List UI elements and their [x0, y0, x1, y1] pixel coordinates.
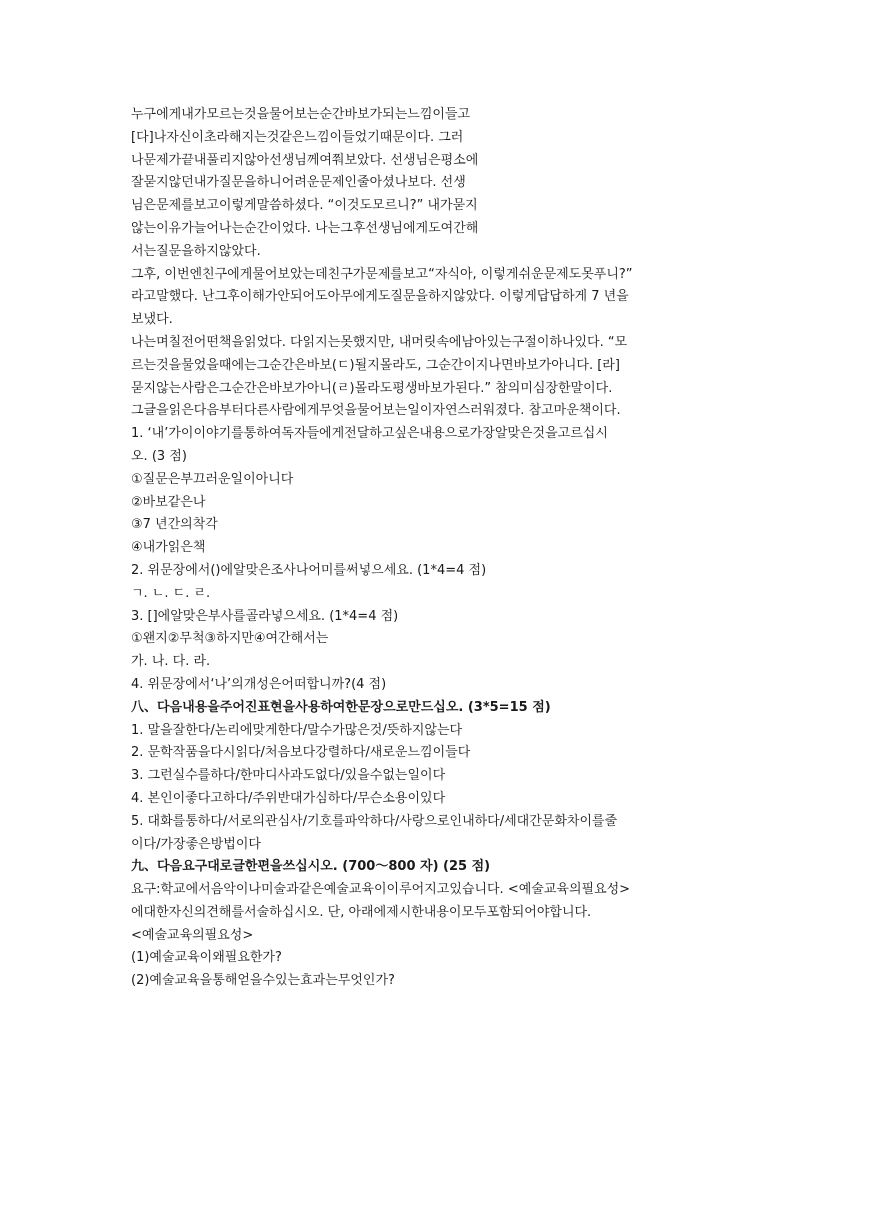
answer-slots: ㄱ. ㄴ. ㄷ. ㄹ.	[131, 585, 211, 601]
passage-line: 그글을읽은다음부터다른사람에게무엇을물어보는일이자연스러워졌다. 참고마운책이다.	[131, 403, 621, 419]
passage-line: 보냈다.	[131, 312, 173, 328]
section-heading: 九、다음요구대로글한편을쓰십시오. (700～800 자) (25 점)	[131, 859, 491, 875]
option-line: ①질문은부끄러운일이아니다	[131, 471, 294, 487]
section-heading: 八、다음내용을주어진표현을사용하여한문장으로만드십오. (3*5=15 점)	[131, 699, 551, 715]
passage-line: 묻지않는사람은그순간은바보가아니(ㄹ)몰라도평생바보가된다.” 참의미심장한말이다.	[131, 380, 613, 396]
passage-line: [다]나자신이초라해지는것같은느낌이들었기때문이다. 그러	[131, 129, 464, 145]
instruction-line: (2)예술교육을통해얻을수있는효과는무엇인가?	[131, 973, 395, 989]
option-line: ①왠지②무척③하지만④여간해서는	[131, 631, 329, 647]
option-line: ④내가읽은책	[131, 540, 206, 556]
option-line: ②바보같은나	[131, 494, 206, 510]
option-line: ③7 년간의착각	[131, 517, 218, 533]
document-page	[131, 104, 731, 993]
passage-line: 나는며칠전어떤책을읽었다. 다읽지는못했지만, 내머릿속에남아있는구절이하나있다. “모	[131, 334, 628, 350]
passage-line: 님은문제를보고이렇게말씀하셨다. “이것도모르니?” 내가묻지	[131, 198, 478, 214]
question-line: 1. ‘내’가이이야기를통하여독자들에게전달하고싶은내용으로가장알맞은것을고르십시	[131, 426, 608, 442]
question-line: 4. 위문장에서‘나’의개성은어떠합니까?(4 점)	[131, 676, 387, 692]
item-line: 5. 대화를통하다/서로의관심사/기호를파악하다/사랑으로인내하다/세대간문화차이를줄	[131, 813, 618, 829]
instruction-line: <예술교육의필요성>	[131, 927, 254, 943]
instruction-line: 에대한자신의견해를서술하십시오. 단, 아래에제시한내용이모두포함되어야합니다.	[131, 904, 592, 920]
passage-line: 서는질문을하지않았다.	[131, 243, 261, 259]
answer-slots: 가. 나. 다. 라.	[131, 654, 211, 670]
passage-line: 그후, 이번엔친구에게물어보았는데친구가문제를보고“자식아, 이렇게쉬운문제도못푸니?”	[131, 266, 633, 282]
passage-line: 나문제가끝내풀리지않아선생님께여쭤보았다. 선생님은평소에	[131, 152, 479, 168]
question-line: 오. (3 점)	[131, 448, 187, 464]
instruction-line: 요구:학교에서음악이나미술과같은예술교육이이루어지고있습니다. <예술교육의필요성>	[131, 882, 631, 898]
item-line: 4. 본인이좋다고하다/주위반대가심하다/무슨소용이있다	[131, 790, 446, 806]
passage-line: 않는이유가늘어나는순간이었다. 나는그후선생님에게도여간해	[131, 220, 479, 236]
item-line: 3. 그런실수를하다/한마디사과도없다/있을수없는일이다	[131, 768, 446, 784]
item-line: 1. 말을잘한다/논리에맞게한다/말수가많은것/뜻하지않는다	[131, 722, 463, 738]
item-line: 2. 문학작품을다시읽다/처음보다강렬하다/새로운느낌이들다	[131, 745, 471, 761]
item-line: 이다/가장좋은방법이다	[131, 836, 261, 852]
passage-line: 누구에게내가모르는것을물어보는순간바보가되는느낌이들고	[131, 107, 471, 122]
question-line: 3. []에알맞은부사를골라넣으세요. (1*4=4 점)	[131, 608, 399, 624]
question-line: 2. 위문장에서()에알맞은조사나어미를써넣으세요. (1*4=4 점)	[131, 562, 487, 578]
passage-line: 잘묻지않던내가질문을하니어려운문제인줄아셨나보다. 선생	[131, 175, 466, 191]
passage-line: 르는것을물었을때에는그순간은바보(ㄷ)될지몰라도, 그순간이지나면바보가아니다. [라]	[131, 357, 620, 373]
instruction-line: (1)예술교육이왜필요한가?	[131, 950, 282, 966]
passage-line: 라고말했다. 난그후이해가안되어도아무에게도질문을하지않았다. 이렇게답답하게 7 년을	[131, 289, 629, 305]
